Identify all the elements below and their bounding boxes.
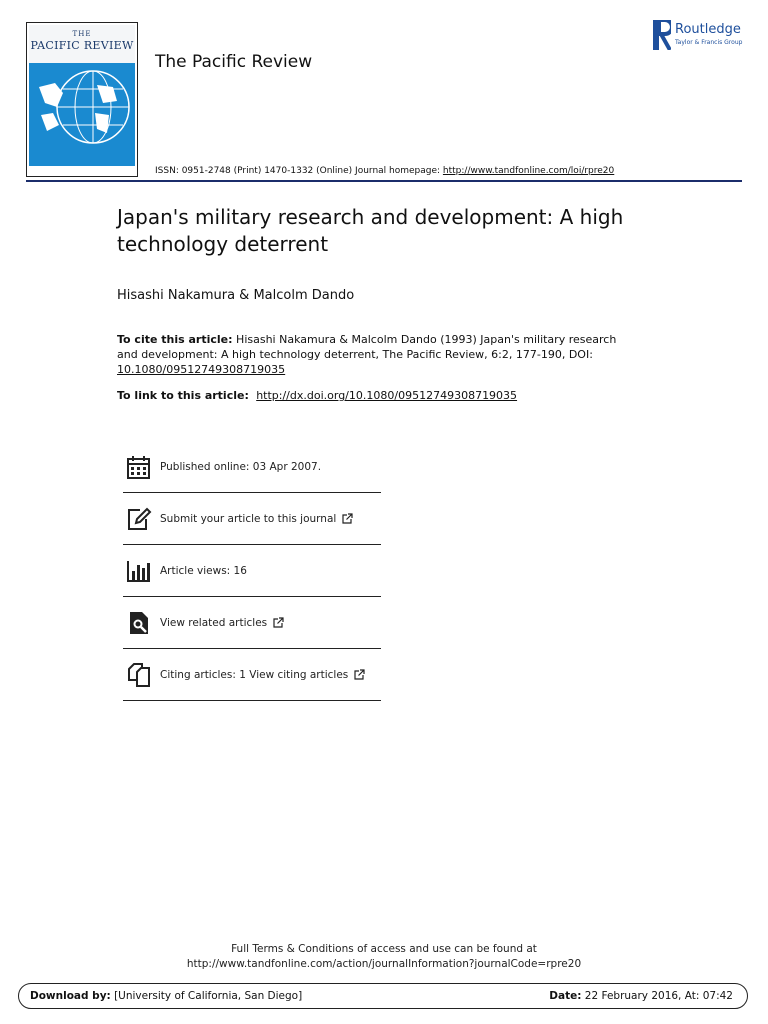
link-label: To link to this article: — [117, 389, 253, 402]
external-link-icon — [354, 669, 365, 680]
download-value: [University of California, San Diego] — [110, 990, 303, 1002]
publisher-name: Routledge — [675, 22, 741, 37]
terms-url[interactable]: http://www.tandfonline.com/action/journalInformation?journalCode=rpre20 — [186, 958, 582, 970]
article-link-line — [117, 389, 517, 402]
cite-label: To cite this article: — [117, 333, 233, 346]
cover-title-band — [29, 25, 135, 63]
journal-homepage-link[interactable]: http://www.tandfonline.com/loi/rpre20 — [442, 166, 615, 176]
submit-text[interactable]: Submit your article to this journal — [160, 512, 337, 525]
search-document-icon — [126, 610, 152, 636]
cite-text: Hisashi Nakamura & Malcolm Dando (1993) Japan's military research and development: A high technology deterrent, The Pacific Review, 6:2, 177-190, DOI: — [117, 333, 617, 361]
issn-line — [155, 166, 614, 176]
journal-cover — [26, 22, 138, 177]
header-rule — [26, 180, 742, 182]
globe-icon — [33, 67, 133, 147]
terms-notice — [0, 942, 768, 972]
citing-row[interactable] — [123, 649, 381, 701]
cover-footer — [29, 167, 135, 175]
edit-icon — [126, 506, 152, 532]
journal-title: The Pacific Review — [155, 52, 313, 72]
external-link-icon — [342, 513, 353, 524]
publisher-logo — [653, 20, 748, 50]
download-label: Download by: — [30, 990, 111, 1002]
issn-text: ISSN: 0951-2748 (Print) 1470-1332 (Online) Journal homepage: — [155, 166, 443, 176]
calendar-icon — [126, 454, 152, 480]
article-title: Japan's military research and development: A high technology deterrent — [117, 205, 624, 256]
views-row — [123, 545, 381, 597]
submit-row[interactable] — [123, 493, 381, 545]
download-by — [30, 990, 302, 1002]
download-date — [549, 990, 733, 1002]
related-row[interactable] — [123, 597, 381, 649]
external-link-icon — [273, 617, 284, 628]
publisher-subtitle: Taylor & Francis Group — [675, 39, 743, 46]
cover-name: PACIFIC REVIEW — [30, 39, 134, 52]
copy-documents-icon — [126, 662, 152, 688]
article-info-list — [123, 441, 381, 701]
citation-block — [117, 332, 637, 377]
bar-chart-icon — [126, 558, 152, 584]
doi-link[interactable]: 10.1080/09512749308719035 — [117, 363, 286, 376]
related-text[interactable]: View related articles — [160, 616, 268, 629]
published-text: Published online: 03 Apr 2007. — [160, 460, 322, 473]
date-label: Date: — [549, 990, 582, 1002]
views-text: Article views: 16 — [160, 564, 247, 577]
citing-text[interactable]: Citing articles: 1 View citing articles — [160, 668, 349, 681]
article-doi-url[interactable]: http://dx.doi.org/10.1080/09512749308719035 — [256, 389, 518, 402]
cover-the: THE — [72, 30, 92, 38]
date-value: 22 February 2016, At: 07:42 — [581, 990, 733, 1002]
routledge-r-icon — [653, 20, 671, 50]
cover-artwork — [29, 25, 135, 166]
terms-line-1: Full Terms & Conditions of access and use can be found at — [231, 943, 537, 955]
download-bar — [18, 983, 748, 1009]
published-row — [123, 441, 381, 493]
article-authors: Hisashi Nakamura & Malcolm Dando — [117, 288, 355, 303]
